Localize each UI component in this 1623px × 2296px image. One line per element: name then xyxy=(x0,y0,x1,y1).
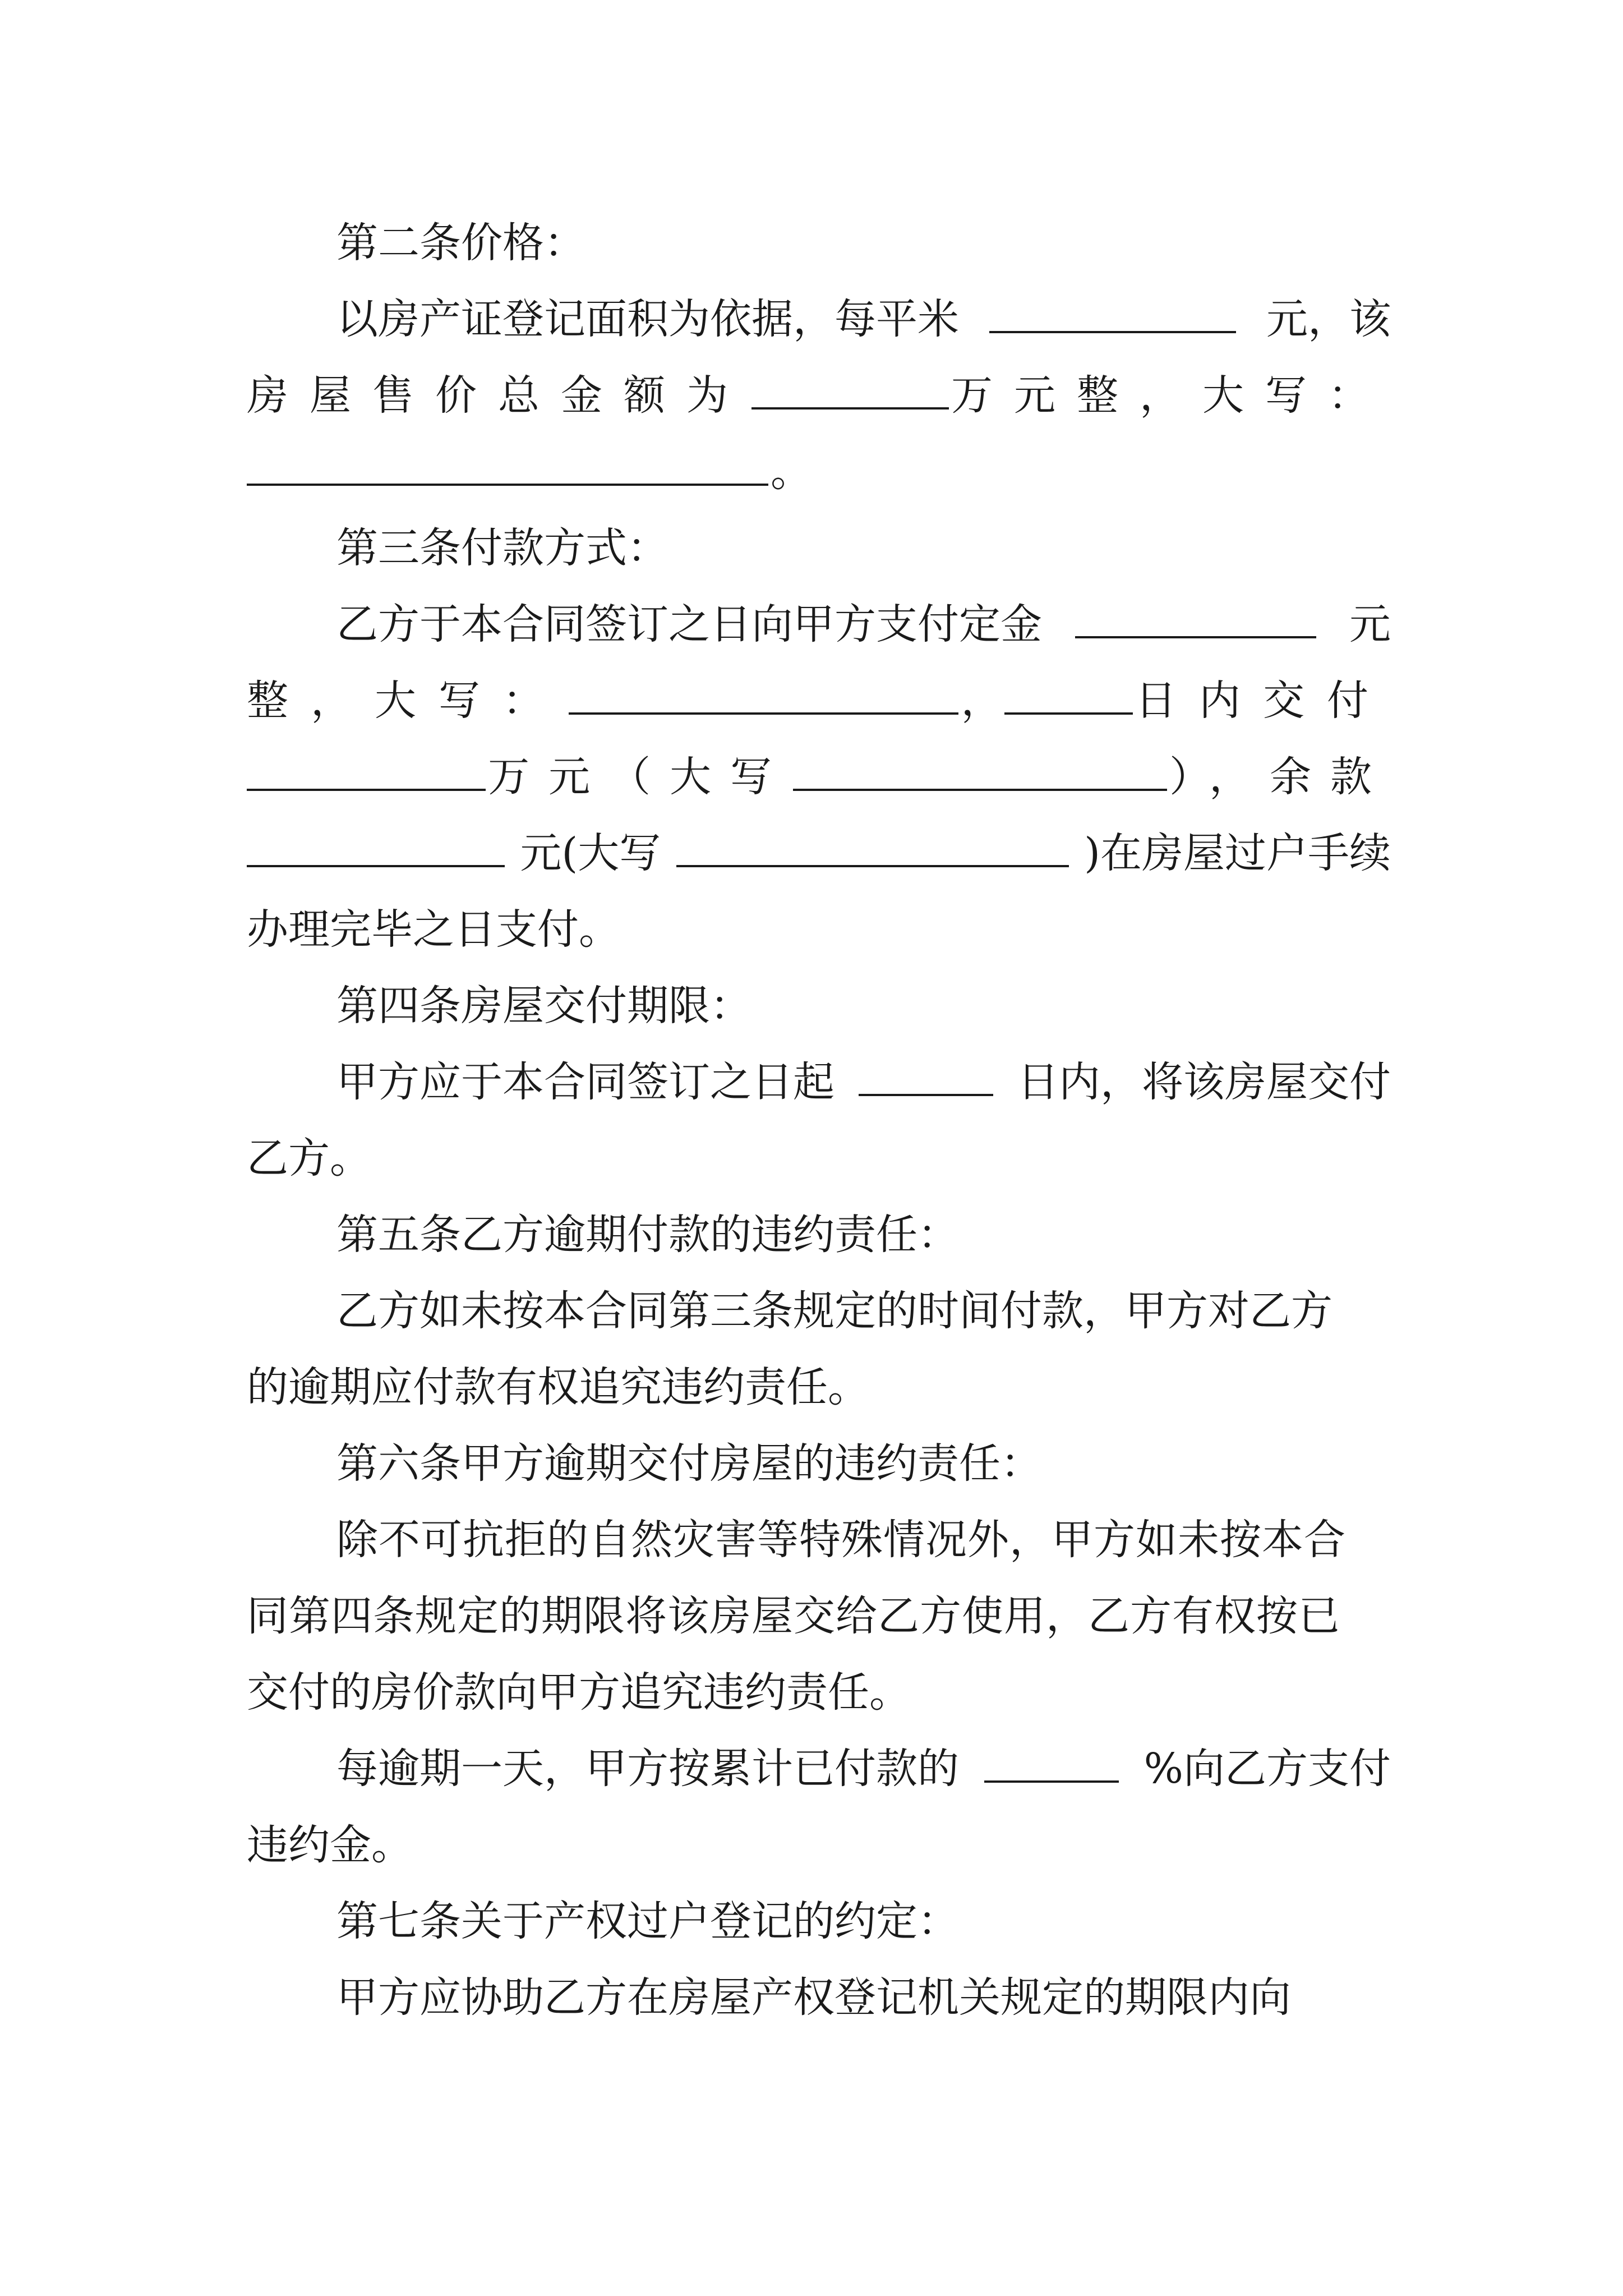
article3-line5: 办理完毕之日支付。 xyxy=(247,905,620,954)
article3-text: 元(大写 xyxy=(520,829,661,877)
article6-p2-line1 xyxy=(247,1731,1391,1807)
article5-line2: 的逾期应付款有权追究违约责任。 xyxy=(247,1363,869,1411)
total-price-blank[interactable] xyxy=(751,371,949,409)
article6-p1-line2: 同第四条规定的期限将该房屋交给乙方使用，乙方有权按已 xyxy=(247,1592,1340,1640)
article2-text: 以房产证登记面积为依据，每平米 xyxy=(336,295,959,343)
article3-text: 乙方于本合同签订之日向甲方支付定金 xyxy=(336,600,1042,648)
article3-line2 xyxy=(247,662,1391,739)
article3-text: ），余款 xyxy=(1169,753,1391,801)
balance-words-blank[interactable] xyxy=(676,829,1069,867)
article3-text: 元 xyxy=(1349,600,1391,648)
installment-blank[interactable] xyxy=(247,753,486,791)
article3-line4 xyxy=(247,815,1391,891)
article6-text: 每逾期一天，甲方按累计已付款的 xyxy=(336,1745,959,1793)
article2-line2 xyxy=(247,357,1391,434)
price-per-sqm-blank[interactable] xyxy=(989,295,1236,333)
article6-p2-line2: 违约金。 xyxy=(247,1821,413,1869)
article3-line1 xyxy=(247,586,1391,662)
article7-heading: 第七条关于产权过户登记的约定： xyxy=(336,1897,959,1945)
balance-blank[interactable] xyxy=(247,829,505,867)
article6-text: %向乙方支付 xyxy=(1144,1745,1391,1793)
penalty-rate-blank[interactable] xyxy=(984,1745,1119,1783)
article3-text: 万元（大写 xyxy=(488,753,791,801)
article2-line3 xyxy=(247,434,1391,510)
article3-text: ， xyxy=(961,677,1003,725)
article3-text: )在房屋过户手续 xyxy=(1084,829,1391,877)
article7-line1: 甲方应协助乙方在房屋产权登记机关规定的期限内向 xyxy=(336,1973,1291,2022)
article5-line1: 乙方如未按本合同第三条规定的时间付款，甲方对乙方 xyxy=(336,1287,1332,1335)
article4-text: 甲方应于本合同签订之日起 xyxy=(336,1058,834,1106)
deposit-words-blank[interactable] xyxy=(569,677,958,715)
article2-text: 。 xyxy=(771,448,812,496)
article3-heading: 第三条付款方式： xyxy=(336,524,668,572)
article2-line1 xyxy=(247,281,1391,357)
article4-line1 xyxy=(247,1044,1391,1120)
article6-heading: 第六条甲方逾期交付房屋的违约责任： xyxy=(336,1439,1042,1488)
article2-text: 元，该 xyxy=(1266,295,1391,343)
delivery-days-blank[interactable] xyxy=(859,1058,993,1096)
installment-words-blank[interactable] xyxy=(793,753,1167,791)
article6-p1-line3: 交付的房价款向甲方追究违约责任。 xyxy=(247,1668,911,1717)
article4-heading: 第四条房屋交付期限： xyxy=(336,982,751,1030)
article2-heading: 第二条价格： xyxy=(336,219,585,267)
total-price-words-blank[interactable] xyxy=(247,448,768,486)
article2-text: 万元整，大写： xyxy=(951,371,1391,420)
article6-p1-line1: 除不可抗拒的自然灾害等特殊情况外，甲方如未按本合 xyxy=(336,1516,1346,1564)
article3-text: 整，大写： xyxy=(247,677,566,725)
article3-text: 日内交付 xyxy=(1135,677,1391,725)
article4-text: 日内，将该房屋交付 xyxy=(1017,1058,1391,1106)
contract-page xyxy=(247,205,1391,2036)
article3-line3 xyxy=(247,739,1391,815)
days-blank[interactable] xyxy=(1004,677,1133,715)
article4-line2: 乙方。 xyxy=(247,1134,371,1182)
article5-heading: 第五条乙方逾期付款的违约责任： xyxy=(336,1211,959,1259)
deposit-blank[interactable] xyxy=(1075,600,1316,638)
article2-text: 房屋售价总金额为 xyxy=(247,371,749,420)
